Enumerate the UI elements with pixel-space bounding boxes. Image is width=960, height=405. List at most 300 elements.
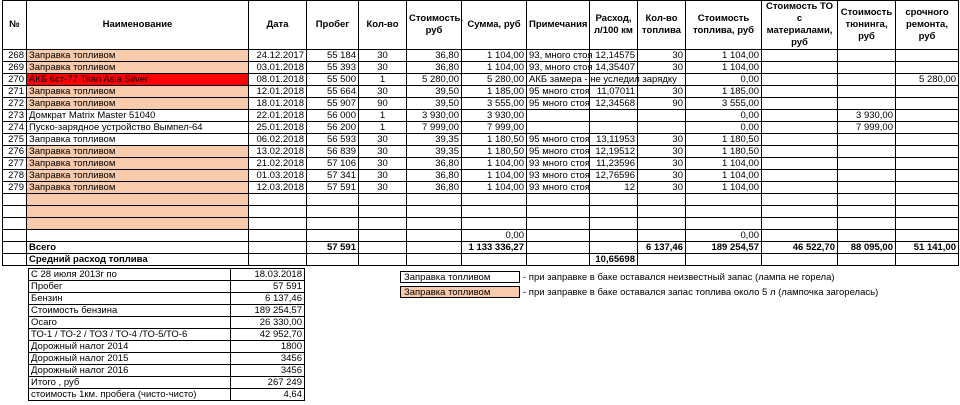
table-cell[interactable] <box>638 110 686 122</box>
table-cell[interactable]: 30 <box>359 86 407 98</box>
table-cell[interactable]: 5 280,00 <box>896 74 959 86</box>
col-header[interactable]: Кол-во топлива <box>638 1 686 50</box>
table-cell[interactable] <box>359 242 407 254</box>
table-cell[interactable] <box>838 182 896 194</box>
table-cell[interactable]: 95 много стоя <box>527 86 590 98</box>
table-cell[interactable] <box>838 206 896 218</box>
table-cell[interactable] <box>462 194 527 206</box>
table-cell[interactable] <box>27 206 249 218</box>
table-cell[interactable]: 39,35 <box>407 134 462 146</box>
table-cell[interactable]: 1 185,00 <box>686 86 762 98</box>
table-cell[interactable] <box>3 194 27 206</box>
table-cell[interactable] <box>838 98 896 110</box>
table-cell[interactable]: 271 <box>3 86 27 98</box>
table-cell[interactable] <box>590 122 638 134</box>
table-cell[interactable]: 12,14575 <box>590 50 638 62</box>
table-cell[interactable]: 12,76596 <box>590 170 638 182</box>
summary-label[interactable]: Пробег <box>29 281 231 293</box>
table-row <box>3 194 959 206</box>
table-cell[interactable] <box>762 230 838 242</box>
table-cell[interactable]: 3 555,00 <box>686 98 762 110</box>
table-cell[interactable]: 1 180,50 <box>686 134 762 146</box>
col-header[interactable]: Сумма, руб <box>462 1 527 50</box>
table-cell[interactable]: 93 много стоя <box>527 158 590 170</box>
table-row <box>3 230 959 242</box>
table-cell[interactable]: Домкрат Matrix Master 51040 <box>27 110 249 122</box>
table-cell[interactable]: 57 591 <box>307 182 359 194</box>
summary-label[interactable]: Дорожный налог 2015 <box>29 353 231 365</box>
table-cell[interactable]: 12.01.2018 <box>249 86 307 98</box>
table-cell[interactable] <box>590 110 638 122</box>
table-cell[interactable] <box>3 254 27 266</box>
table-cell[interactable]: 30 <box>638 50 686 62</box>
table-cell[interactable]: 95 много стоя <box>527 134 590 146</box>
table-cell[interactable]: 1 104,00 <box>462 50 527 62</box>
summary-label[interactable]: Стоимость бензина <box>29 305 231 317</box>
table-cell[interactable]: 55 664 <box>307 86 359 98</box>
table-cell[interactable] <box>359 218 407 230</box>
table-cell[interactable]: 1 104,00 <box>686 158 762 170</box>
table-cell[interactable] <box>527 218 590 230</box>
summary-value[interactable]: 57 591 <box>231 281 305 293</box>
table-cell[interactable] <box>527 110 590 122</box>
table-cell[interactable]: 39,50 <box>407 86 462 98</box>
table-cell[interactable]: 12,34568 <box>590 98 638 110</box>
table-cell[interactable] <box>638 206 686 218</box>
table-cell[interactable]: 51 141,00 <box>896 242 959 254</box>
table-row <box>3 158 959 170</box>
table-cell[interactable] <box>762 218 838 230</box>
table-cell[interactable]: 13.02.2018 <box>249 146 307 158</box>
table-row <box>3 50 959 62</box>
table-cell[interactable]: 1 133 336,27 <box>462 242 527 254</box>
table-cell[interactable] <box>249 194 307 206</box>
col-header[interactable]: срочного ремонта, руб <box>896 1 959 50</box>
table-cell[interactable]: 7 999,00 <box>462 122 527 134</box>
table-cell[interactable] <box>762 146 838 158</box>
table-cell[interactable]: 01.03.2018 <box>249 170 307 182</box>
table-cell[interactable] <box>686 254 762 266</box>
table-cell[interactable]: 93 много стоя <box>527 170 590 182</box>
table-cell[interactable]: 12,19512 <box>590 146 638 158</box>
table-cell[interactable]: 269 <box>3 62 27 74</box>
table-cell[interactable] <box>762 86 838 98</box>
table-cell[interactable] <box>590 206 638 218</box>
table-cell[interactable] <box>638 254 686 266</box>
summary-label[interactable]: С 28 июля 2013г по <box>29 269 231 281</box>
legend-description: - при заправке в баке оставался неизвестный запас (лампа не горела) <box>523 271 835 283</box>
table-cell[interactable] <box>407 254 462 266</box>
table-cell[interactable]: АКБ замера - не уследил зарядку <box>527 74 590 86</box>
table-cell[interactable]: 39,35 <box>407 146 462 158</box>
table-cell[interactable]: 08.01.2018 <box>249 74 307 86</box>
col-header[interactable]: Стоимость топлива, руб <box>686 1 762 50</box>
table-cell[interactable] <box>896 194 959 206</box>
table-cell[interactable] <box>590 194 638 206</box>
legend-description: - при заправке в баке оставался запас топлива около 5 л (лампочка загорелась) <box>523 286 879 298</box>
table-cell[interactable]: 1 <box>359 74 407 86</box>
table-cell[interactable] <box>249 206 307 218</box>
table-cell[interactable]: 1 104,00 <box>462 62 527 74</box>
table-cell[interactable]: 1 185,00 <box>462 86 527 98</box>
table-cell[interactable] <box>896 170 959 182</box>
table-cell[interactable] <box>896 254 959 266</box>
table-cell[interactable] <box>359 230 407 242</box>
table-cell[interactable] <box>838 254 896 266</box>
table-cell[interactable] <box>527 230 590 242</box>
table-cell[interactable] <box>762 50 838 62</box>
table-cell[interactable]: 11,07011 <box>590 86 638 98</box>
table-cell[interactable]: 56 839 <box>307 146 359 158</box>
table-cell[interactable] <box>838 158 896 170</box>
table-cell[interactable]: 10,65698 <box>590 254 638 266</box>
table-cell[interactable]: 36,80 <box>407 158 462 170</box>
summary-row <box>29 293 305 305</box>
table-cell[interactable] <box>762 182 838 194</box>
summary-label[interactable]: Итого , руб <box>29 377 231 389</box>
table-cell[interactable] <box>249 218 307 230</box>
table-cell[interactable]: 278 <box>3 170 27 182</box>
table-cell[interactable]: 30 <box>359 50 407 62</box>
table-cell[interactable]: 279 <box>3 182 27 194</box>
table-cell[interactable]: 3 930,00 <box>838 110 896 122</box>
table-cell[interactable] <box>527 254 590 266</box>
col-header[interactable]: Расход, л/100 км <box>590 1 638 50</box>
table-cell[interactable]: Заправка топливом <box>27 98 249 110</box>
table-cell[interactable]: АКБ 6ст-77 Titan Asia Silver <box>27 74 249 86</box>
table-cell[interactable] <box>762 254 838 266</box>
summary-row <box>29 329 305 341</box>
table-cell[interactable]: 7 999,00 <box>407 122 462 134</box>
table-cell[interactable]: 55 500 <box>307 74 359 86</box>
table-cell[interactable]: 39,50 <box>407 98 462 110</box>
table-cell[interactable]: 55 907 <box>307 98 359 110</box>
table-cell[interactable] <box>896 134 959 146</box>
table-cell[interactable] <box>27 218 249 230</box>
col-header[interactable]: Примечания <box>527 1 590 50</box>
table-cell[interactable] <box>249 254 307 266</box>
table-cell[interactable]: 1 180,50 <box>686 146 762 158</box>
table-cell[interactable]: 30 <box>638 170 686 182</box>
table-cell[interactable] <box>3 218 27 230</box>
col-header[interactable]: Стоимость тюнинга, руб <box>838 1 896 50</box>
table-cell[interactable]: 57 591 <box>307 242 359 254</box>
table-cell[interactable] <box>3 206 27 218</box>
table-cell[interactable] <box>896 206 959 218</box>
table-cell[interactable] <box>407 230 462 242</box>
table-cell[interactable]: 7 999,00 <box>838 122 896 134</box>
table-cell[interactable] <box>407 194 462 206</box>
table-cell[interactable]: 03.01.2018 <box>249 62 307 74</box>
table-cell[interactable]: 1 104,00 <box>686 62 762 74</box>
table-cell[interactable]: 22.01.2018 <box>249 110 307 122</box>
table-cell[interactable]: 30 <box>638 146 686 158</box>
table-cell[interactable]: 55 184 <box>307 50 359 62</box>
summary-label[interactable]: Дорожный налог 2016 <box>29 365 231 377</box>
table-cell[interactable]: 0,00 <box>686 110 762 122</box>
table-cell[interactable] <box>249 242 307 254</box>
table-cell[interactable]: 277 <box>3 158 27 170</box>
table-cell[interactable] <box>896 98 959 110</box>
table-cell[interactable] <box>462 218 527 230</box>
table-cell[interactable]: 270 <box>3 74 27 86</box>
table-cell[interactable] <box>896 62 959 74</box>
summary-label[interactable]: стоимость 1км. пробега (чисто-чисто) <box>29 389 231 401</box>
table-cell[interactable]: Заправка топливом <box>27 170 249 182</box>
table-cell[interactable]: Заправка топливом <box>27 158 249 170</box>
table-cell[interactable]: 1 <box>359 110 407 122</box>
summary-label[interactable]: Осаго <box>29 317 231 329</box>
table-cell[interactable]: 36,80 <box>407 62 462 74</box>
table-cell[interactable] <box>896 86 959 98</box>
table-cell[interactable] <box>407 218 462 230</box>
table-cell[interactable] <box>307 230 359 242</box>
table-cell[interactable]: 30 <box>359 158 407 170</box>
table-cell[interactable] <box>838 134 896 146</box>
table-cell[interactable] <box>838 170 896 182</box>
table-cell[interactable] <box>896 110 959 122</box>
table-cell[interactable]: 272 <box>3 98 27 110</box>
table-cell[interactable] <box>638 194 686 206</box>
table-cell[interactable] <box>527 122 590 134</box>
table-cell[interactable] <box>307 254 359 266</box>
table-cell[interactable]: 3 930,00 <box>462 110 527 122</box>
table-cell[interactable]: 1 180,50 <box>462 146 527 158</box>
table-cell[interactable]: Заправка топливом <box>27 146 249 158</box>
col-header[interactable]: Пробег <box>307 1 359 50</box>
table-cell[interactable]: 274 <box>3 122 27 134</box>
table-cell[interactable] <box>762 170 838 182</box>
table-cell[interactable] <box>527 194 590 206</box>
table-cell[interactable]: Заправка топливом <box>27 134 249 146</box>
table-cell[interactable]: Заправка топливом <box>27 182 249 194</box>
table-cell[interactable]: 90 <box>638 98 686 110</box>
table-cell[interactable] <box>896 122 959 134</box>
table-cell[interactable]: 273 <box>3 110 27 122</box>
summary-value[interactable]: 18.03.2018 <box>231 269 305 281</box>
table-cell[interactable] <box>762 122 838 134</box>
table-cell[interactable] <box>896 230 959 242</box>
table-cell[interactable]: 275 <box>3 134 27 146</box>
table-cell[interactable] <box>838 146 896 158</box>
table-cell[interactable]: 6 137,46 <box>638 242 686 254</box>
table-cell[interactable] <box>249 230 307 242</box>
table-cell[interactable]: 0,00 <box>462 230 527 242</box>
table-cell[interactable]: 57 341 <box>307 170 359 182</box>
table-cell[interactable]: 30 <box>638 86 686 98</box>
table-cell[interactable]: 30 <box>638 158 686 170</box>
table-cell[interactable]: 30 <box>359 134 407 146</box>
table-cell[interactable]: 18.01.2018 <box>249 98 307 110</box>
table-cell[interactable]: 46 522,70 <box>762 242 838 254</box>
table-cell[interactable] <box>638 230 686 242</box>
table-cell[interactable]: 0,00 <box>686 122 762 134</box>
table-cell[interactable]: Заправка топливом <box>27 50 249 62</box>
table-cell[interactable]: 268 <box>3 50 27 62</box>
table-cell[interactable]: Всего <box>27 242 249 254</box>
table-row <box>3 74 959 86</box>
table-cell[interactable]: 90 <box>359 98 407 110</box>
summary-value[interactable]: 3456 <box>231 353 305 365</box>
table-cell[interactable]: 88 095,00 <box>838 242 896 254</box>
table-cell[interactable] <box>896 146 959 158</box>
table-cell[interactable]: 30 <box>638 62 686 74</box>
table-cell[interactable]: 30 <box>359 182 407 194</box>
table-cell[interactable] <box>762 74 838 86</box>
table-cell[interactable] <box>838 86 896 98</box>
table-cell[interactable]: 1 104,00 <box>686 50 762 62</box>
table-cell[interactable] <box>896 182 959 194</box>
table-cell[interactable] <box>27 194 249 206</box>
summary-label[interactable]: ТО-1 / ТО-2 / ТОЗ / ТО-4 /ТО-5/ТО-6 <box>29 329 231 341</box>
table-cell[interactable]: 30 <box>359 62 407 74</box>
col-header[interactable]: Кол-во <box>359 1 407 50</box>
table-cell[interactable]: 25.01.2018 <box>249 122 307 134</box>
table-cell[interactable]: 12.03.2018 <box>249 182 307 194</box>
summary-label[interactable]: Дорожный налог 2014 <box>29 341 231 353</box>
table-cell[interactable] <box>3 242 27 254</box>
table-cell[interactable]: 1 <box>359 122 407 134</box>
summary-value[interactable]: 1800 <box>231 341 305 353</box>
table-cell[interactable]: 93, много стоя <box>527 62 590 74</box>
table-cell[interactable]: 56 000 <box>307 110 359 122</box>
summary-value[interactable]: 26 330,00 <box>231 317 305 329</box>
table-cell[interactable]: 14,35407 <box>590 62 638 74</box>
table-cell[interactable] <box>686 218 762 230</box>
summary-value[interactable]: 42 952,70 <box>231 329 305 341</box>
table-cell[interactable] <box>686 206 762 218</box>
table-cell[interactable]: 12 <box>590 182 638 194</box>
table-cell[interactable] <box>462 206 527 218</box>
table-cell[interactable] <box>762 98 838 110</box>
col-header[interactable]: Стоимость ТО с материалами, руб <box>762 1 838 50</box>
table-cell[interactable]: 24.12.2017 <box>249 50 307 62</box>
table-cell[interactable] <box>686 194 762 206</box>
table-cell[interactable]: 36,80 <box>407 170 462 182</box>
table-cell[interactable] <box>359 194 407 206</box>
table-cell[interactable] <box>838 74 896 86</box>
table-cell[interactable] <box>407 206 462 218</box>
table-cell[interactable] <box>462 254 527 266</box>
table-cell[interactable]: 3 555,00 <box>462 98 527 110</box>
table-cell[interactable] <box>307 194 359 206</box>
table-cell[interactable]: 21.02.2018 <box>249 158 307 170</box>
table-cell[interactable] <box>307 206 359 218</box>
table-cell[interactable] <box>359 254 407 266</box>
table-cell[interactable]: 36,80 <box>407 182 462 194</box>
summary-value[interactable]: 189 254,57 <box>231 305 305 317</box>
table-cell[interactable]: 1 104,00 <box>462 170 527 182</box>
table-cell[interactable]: 11,23596 <box>590 158 638 170</box>
table-cell[interactable] <box>838 50 896 62</box>
table-cell[interactable] <box>762 110 838 122</box>
table-cell[interactable]: 30 <box>359 146 407 158</box>
table-cell[interactable]: 1 104,00 <box>462 158 527 170</box>
summary-value[interactable]: 267 249 <box>231 377 305 389</box>
table-cell[interactable] <box>590 230 638 242</box>
table-cell[interactable] <box>307 218 359 230</box>
table-cell[interactable] <box>838 62 896 74</box>
table-cell[interactable] <box>838 194 896 206</box>
table-cell[interactable]: 55 393 <box>307 62 359 74</box>
col-header[interactable]: Стоимость, руб <box>407 1 462 50</box>
summary-value[interactable]: 6 137,46 <box>231 293 305 305</box>
table-cell[interactable]: 56 593 <box>307 134 359 146</box>
table-cell[interactable] <box>896 158 959 170</box>
table-cell[interactable] <box>762 62 838 74</box>
table-cell[interactable]: 56 200 <box>307 122 359 134</box>
table-cell[interactable]: Заправка топливом <box>27 86 249 98</box>
table-cell[interactable] <box>762 158 838 170</box>
table-cell[interactable]: 276 <box>3 146 27 158</box>
table-cell[interactable]: 1 104,00 <box>686 182 762 194</box>
table-cell[interactable] <box>638 122 686 134</box>
col-header[interactable]: Наименование <box>27 1 249 50</box>
table-cell[interactable]: Средний расход топлива <box>27 254 249 266</box>
table-cell[interactable]: 13,11953 <box>590 134 638 146</box>
summary-row <box>29 317 305 329</box>
table-cell[interactable]: 1 180,50 <box>462 134 527 146</box>
table-cell[interactable]: 95 много стоя <box>527 98 590 110</box>
table-cell[interactable]: 0,00 <box>686 230 762 242</box>
table-cell[interactable]: 57 106 <box>307 158 359 170</box>
table-cell[interactable]: 189 254,57 <box>686 242 762 254</box>
summary-value[interactable]: 3456 <box>231 365 305 377</box>
table-cell[interactable] <box>590 218 638 230</box>
summary-value[interactable]: 4,64 <box>231 389 305 401</box>
table-cell[interactable]: 93, много стоя <box>527 50 590 62</box>
col-header[interactable]: Дата <box>249 1 307 50</box>
table-cell[interactable]: 30 <box>638 134 686 146</box>
summary-label[interactable]: Бензин <box>29 293 231 305</box>
summary-table <box>28 268 305 401</box>
table-cell[interactable] <box>762 194 838 206</box>
table-cell[interactable] <box>527 206 590 218</box>
table-cell[interactable] <box>3 230 27 242</box>
table-cell[interactable]: 1 104,00 <box>686 170 762 182</box>
table-cell[interactable]: 30 <box>638 182 686 194</box>
table-cell[interactable] <box>590 242 638 254</box>
table-cell[interactable] <box>638 218 686 230</box>
table-cell[interactable]: Пуско-зарядное устройство Вымпел-64 <box>27 122 249 134</box>
table-cell[interactable]: 93 много стоя <box>527 182 590 194</box>
average-row <box>3 254 959 266</box>
table-cell[interactable]: Заправка топливом <box>27 62 249 74</box>
table-cell[interactable]: 95 много стоя <box>527 146 590 158</box>
table-cell[interactable]: 0,00 <box>686 74 762 86</box>
table-cell[interactable] <box>838 230 896 242</box>
table-cell[interactable]: 3 930,00 <box>407 110 462 122</box>
table-cell[interactable] <box>407 242 462 254</box>
legend-swatch: Заправка топливом <box>400 286 520 298</box>
table-cell[interactable] <box>838 218 896 230</box>
table-cell[interactable] <box>527 242 590 254</box>
table-cell[interactable]: 06.02.2018 <box>249 134 307 146</box>
table-row <box>3 170 959 182</box>
table-cell[interactable] <box>896 50 959 62</box>
table-cell[interactable]: 5 280,00 <box>462 74 527 86</box>
table-cell[interactable]: 1 104,00 <box>462 182 527 194</box>
table-cell[interactable]: 30 <box>359 170 407 182</box>
table-cell[interactable] <box>896 218 959 230</box>
table-cell[interactable] <box>359 206 407 218</box>
table-cell[interactable] <box>27 230 249 242</box>
table-cell[interactable] <box>762 206 838 218</box>
table-cell[interactable]: 5 280,00 <box>407 74 462 86</box>
table-cell[interactable] <box>762 134 838 146</box>
col-header[interactable]: № <box>3 1 27 50</box>
table-cell[interactable]: 36,80 <box>407 50 462 62</box>
